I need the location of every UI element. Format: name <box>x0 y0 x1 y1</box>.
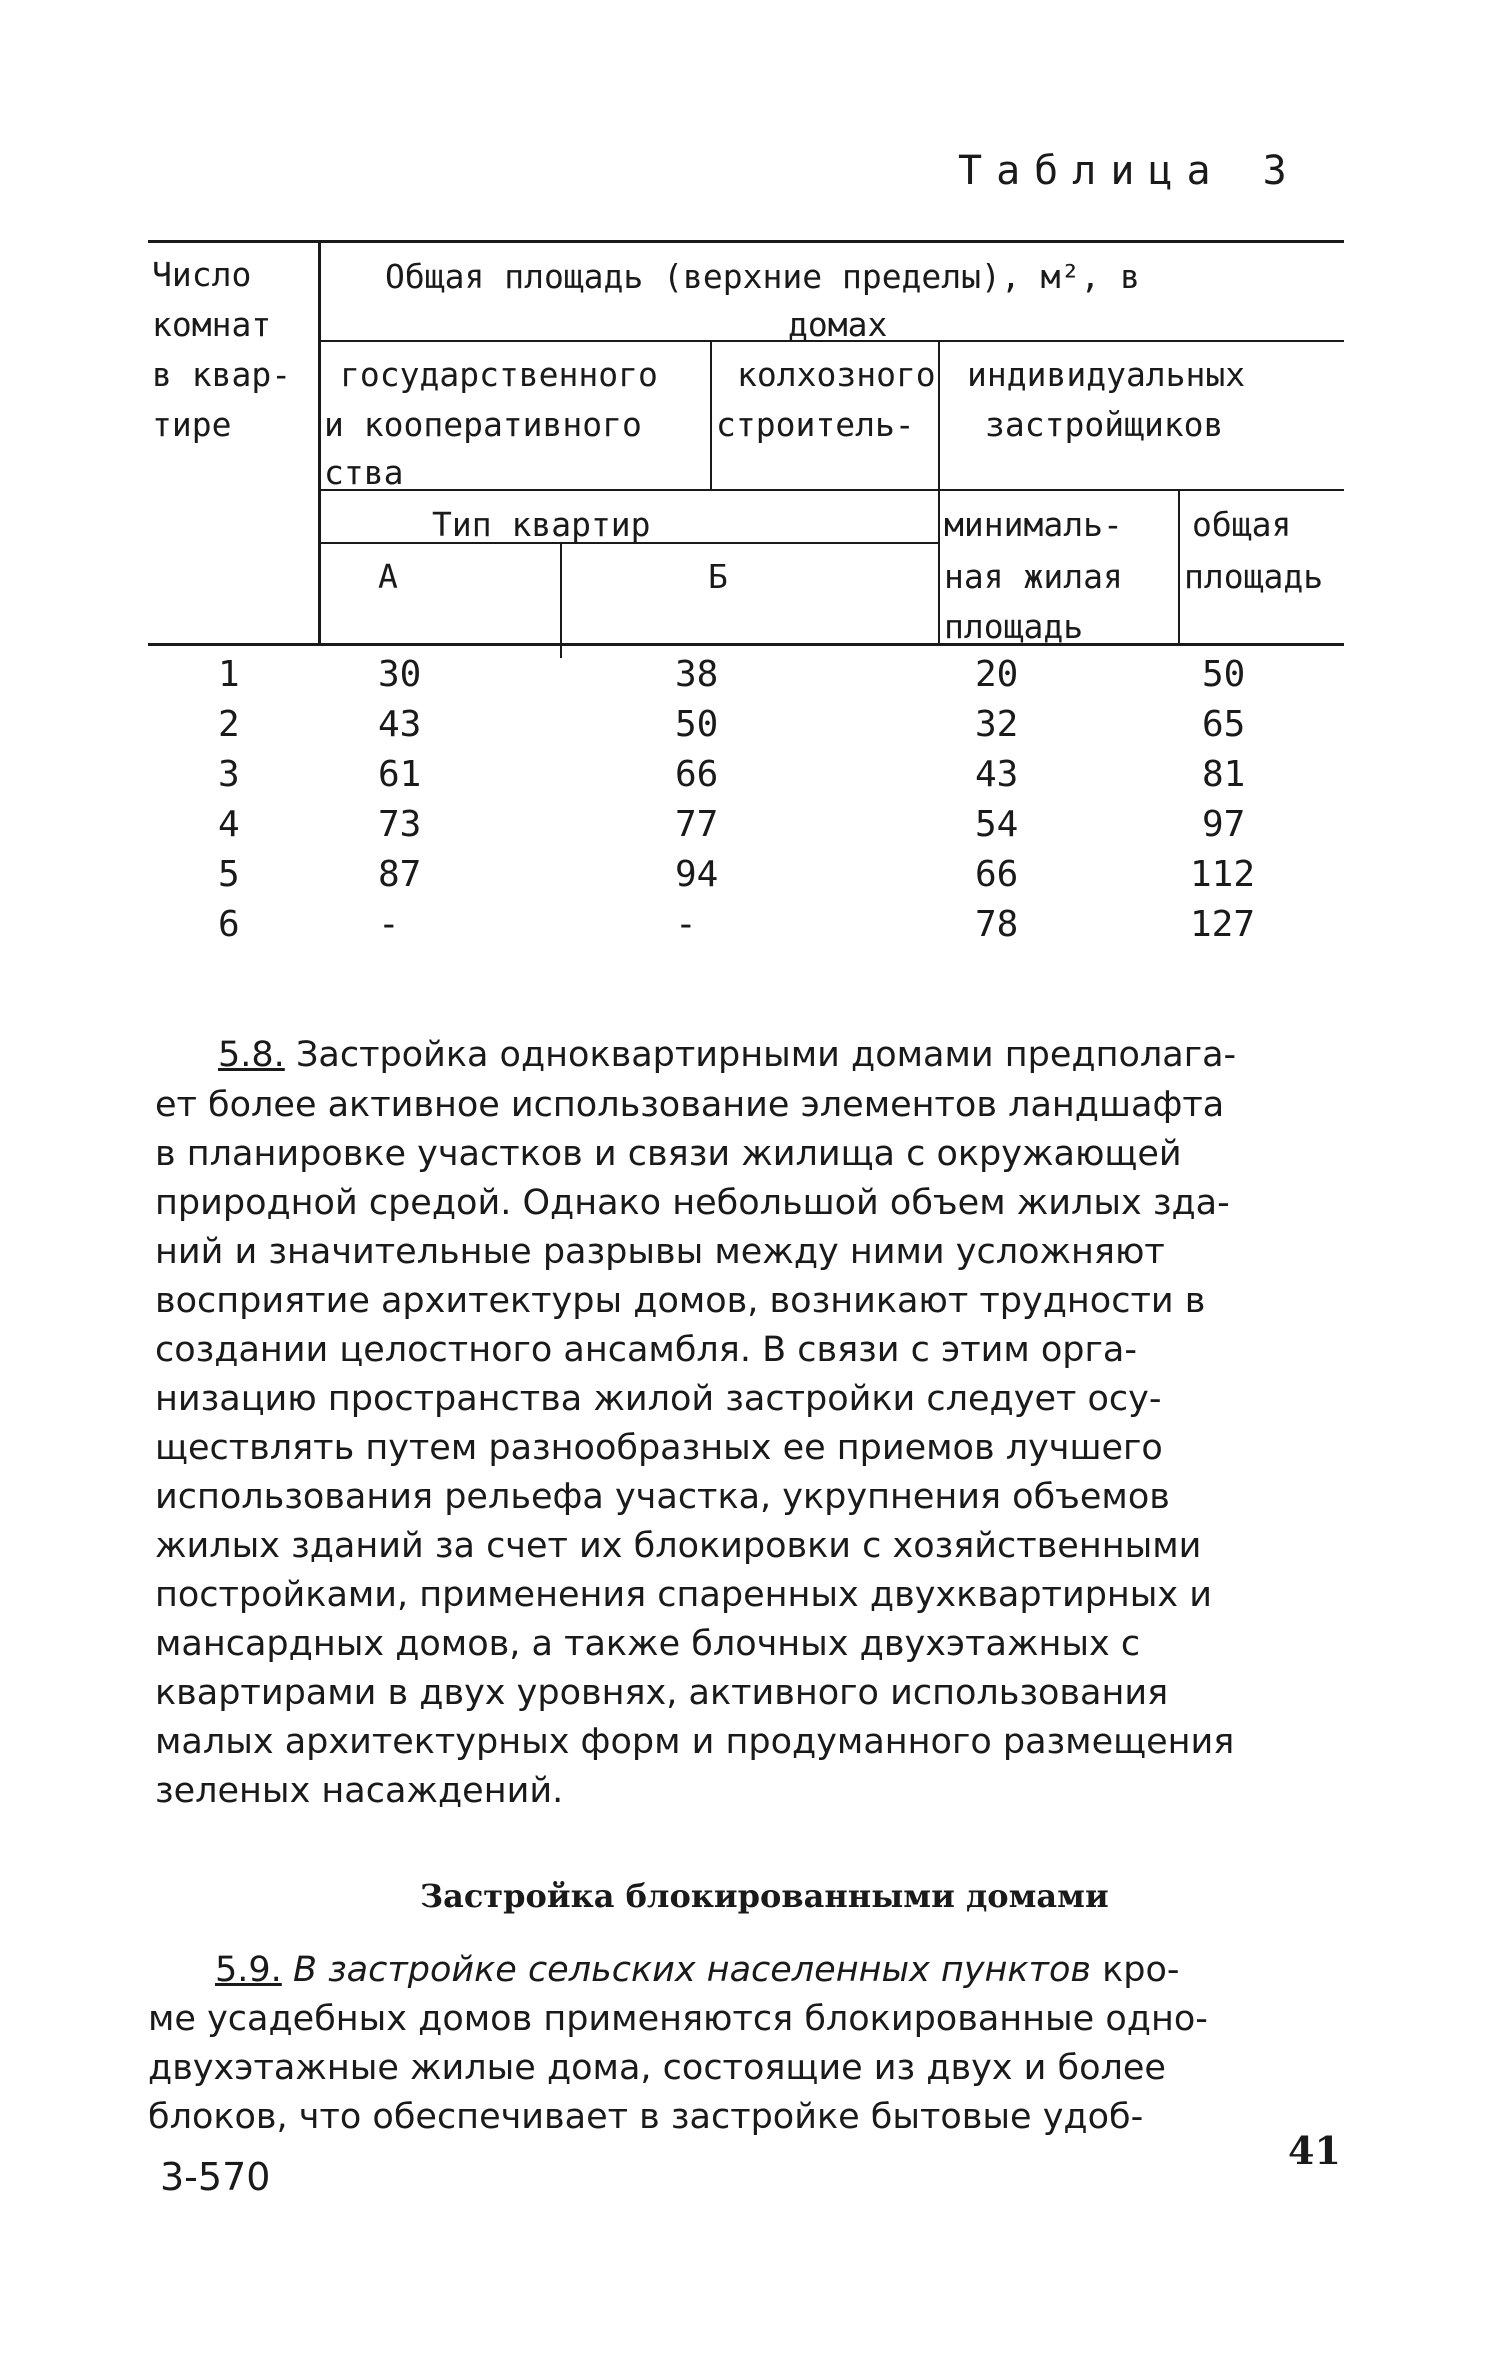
cell-rooms: 1 <box>218 654 240 695</box>
paragraph-line: двухэтажные жилые дома, состоящие из двух и более <box>148 2048 1166 2088</box>
paragraph-line: зеленых насаждений. <box>155 1771 564 1811</box>
header-rooms-2: комнат <box>152 305 272 344</box>
cell-type-b: 38 <box>675 654 719 695</box>
paragraph-line: 5.8. Застройка одноквартирными домами предполага- <box>218 1035 1237 1075</box>
paragraph-number: 5.8. <box>218 1035 285 1075</box>
rule-under-categories <box>318 489 1344 491</box>
rule-top <box>148 240 1344 243</box>
paragraph-line: постройками, применения спаренных двухквартирных и <box>155 1575 1213 1615</box>
paragraph-line: ний и значительные разрывы между ними усложняют <box>155 1232 1165 1272</box>
cell-total-area: 65 <box>1202 704 1246 745</box>
header-rooms-4: тире <box>152 405 232 444</box>
paragraph-line: восприятие архитектуры домов, возникают трудности в <box>155 1281 1206 1321</box>
paragraph-line: мансардных домов, а также блочных двухэтажных с <box>155 1624 1141 1664</box>
header-state-coop-2: и кооперативного <box>324 405 642 444</box>
paragraph-line: малых архитектурных форм и продуманного размещения <box>155 1722 1235 1762</box>
header-rooms-3: в квар- <box>152 355 292 394</box>
cell-min-living: 43 <box>975 754 1019 795</box>
header-area-title: Общая площадь (верхние пределы), м², в <box>385 257 1140 296</box>
paragraph-line: в планировке участков и связи жилища с окружающей <box>155 1134 1182 1174</box>
header-min-living-2: ная жилая <box>944 557 1123 596</box>
cell-total-area: 50 <box>1202 654 1246 695</box>
rule-col-1 <box>318 240 321 645</box>
paragraph-line: низацию пространства жилой застройки следует осу- <box>155 1379 1162 1419</box>
header-individual-1: индивидуальных <box>967 355 1246 394</box>
cell-total-area: 81 <box>1202 754 1246 795</box>
paragraph-number: 5.9. <box>215 1950 282 1990</box>
cell-type-a: 61 <box>378 754 422 795</box>
cell-type-a: 43 <box>378 704 422 745</box>
rule-col-kolkhoz <box>710 342 712 489</box>
footer-code: 3-570 <box>160 2155 271 2199</box>
cell-type-b: 94 <box>675 854 719 895</box>
rule-col-individual <box>938 342 940 645</box>
paragraph-line: ме усадебных домов применяются блокированные одно- <box>148 1999 1208 2039</box>
header-state-coop-3: ства <box>324 453 404 492</box>
cell-rooms: 4 <box>218 804 240 845</box>
cell-type-b: 77 <box>675 804 719 845</box>
cell-rooms: 5 <box>218 854 240 895</box>
paragraph-line: квартирами в двух уровнях, активного использования <box>155 1673 1169 1713</box>
header-type-a: А <box>378 557 398 596</box>
cell-min-living: 66 <box>975 854 1019 895</box>
paragraph-line: создании целостного ансамбля. В связи с этим орга- <box>155 1330 1137 1370</box>
paragraph-line: жилых зданий за счет их блокировки с хозяйственными <box>155 1526 1202 1566</box>
rule-col-total <box>1178 491 1180 645</box>
page-number: 41 <box>1288 2128 1341 2173</box>
cell-min-living: 78 <box>975 904 1019 945</box>
header-individual-2: застройщиков <box>985 405 1224 444</box>
section-heading: Застройка блокированными домами <box>420 1877 1109 1915</box>
paragraph-line: 5.9. В застройке сельских населенных пунктов кро- <box>215 1950 1180 1990</box>
cell-min-living: 32 <box>975 704 1019 745</box>
cell-type-a: 73 <box>378 804 422 845</box>
header-kolkhoz-2: строитель- <box>716 405 915 444</box>
paragraph-line: использования рельефа участка, укрупнения объемов <box>155 1477 1170 1517</box>
cell-total-area: 127 <box>1190 904 1256 945</box>
header-apartment-type: Тип квартир <box>432 505 651 544</box>
rule-col-b <box>560 544 562 658</box>
table-caption: Таблица 3 <box>958 148 1301 194</box>
cell-type-a: 87 <box>378 854 422 895</box>
header-kolkhoz-1: колхозного <box>737 355 936 394</box>
header-total-area-2: площадь <box>1184 557 1324 596</box>
cell-type-b: 66 <box>675 754 719 795</box>
cell-type-a: 30 <box>378 654 422 695</box>
cell-type-b: - <box>675 904 697 945</box>
cell-min-living: 20 <box>975 654 1019 695</box>
cell-rooms: 2 <box>218 704 240 745</box>
cell-min-living: 54 <box>975 804 1019 845</box>
cell-type-a: - <box>378 904 400 945</box>
rule-header-bottom <box>148 643 1344 646</box>
cell-type-b: 50 <box>675 704 719 745</box>
header-min-living-1: минималь- <box>944 505 1123 544</box>
header-rooms-1: Число <box>152 255 252 294</box>
paragraph-line: ществлять путем разнообразных ее приемов лучшего <box>155 1428 1163 1468</box>
paragraph-line: природной средой. Однако небольшой объем жилых зда- <box>155 1183 1230 1223</box>
paragraph-line: блоков, что обеспечивает в застройке бытовые удоб- <box>148 2097 1144 2137</box>
header-type-b: Б <box>708 557 728 596</box>
cell-total-area: 97 <box>1202 804 1246 845</box>
cell-total-area: 112 <box>1190 854 1256 895</box>
cell-rooms: 3 <box>218 754 240 795</box>
header-state-coop-1: государственного <box>340 355 658 394</box>
cell-rooms: 6 <box>218 904 240 945</box>
header-min-living-3: площадь <box>944 607 1084 646</box>
header-total-area-1: общая <box>1192 505 1292 544</box>
header-area-title-houses: домах <box>788 305 888 344</box>
paragraph-line: ет более активное использование элементов ландшафта <box>155 1085 1225 1125</box>
